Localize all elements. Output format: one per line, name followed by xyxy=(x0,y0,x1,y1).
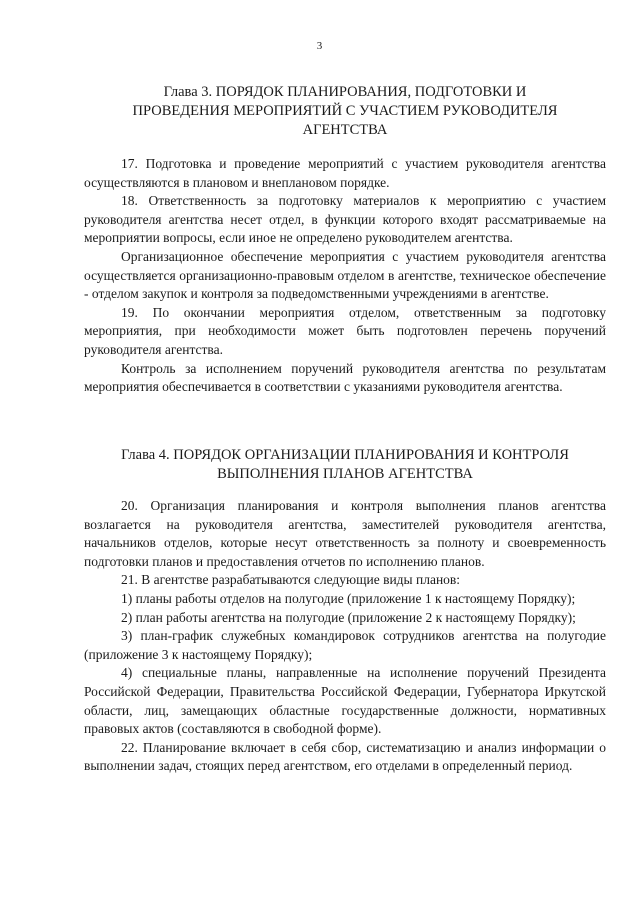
chapter-3-title-line: Глава 3. ПОРЯДОК ПЛАНИРОВАНИЯ, ПОДГОТОВКИ И xyxy=(163,84,527,100)
chapter-3-title-line: АГЕНТСТВА xyxy=(302,122,388,138)
chapter-4-body xyxy=(84,497,606,776)
chapter-4-title-line: ВЫПОЛНЕНИЯ ПЛАНОВ АГЕНТСТВА xyxy=(217,466,473,482)
paragraph-22: 22. Планирование включает в себя сбор, систематизацию и анализ информации о выполнении задач, стоящих перед агентством, его отделами в определенный период. xyxy=(84,739,606,774)
paragraph-organizational-support: Организационное обеспечение мероприятия с участием руководителя агентства осуществляется организационно-правовым отделом в агентстве, техническое обеспечение - отделом закупок и контроля за подведомственными учреждениями в агентстве. xyxy=(84,248,606,302)
list-item-4: 4) специальные планы, направленные на исполнение поручений Президента Российской Федерации, Правительства Российской Федерации, Губернатора Иркутской области, лиц, замещающих областные государственные должности, нормативных правовых актов (составляются в свободной форме). xyxy=(84,665,606,737)
chapter-3-heading xyxy=(80,83,610,140)
paragraph-20: 20. Организация планирования и контроля выполнения планов агентства возлагается на руководителя агентства, заместителей руководителя агентства, начальников отделов, которые несут ответственность за полноту и своевременность подготовки планов и предоставления отчетов по исполнению планов. xyxy=(84,498,606,569)
chapter-4-title-line: Глава 4. ПОРЯДОК ОРГАНИЗАЦИИ ПЛАНИРОВАНИЯ И КОНТРОЛЯ xyxy=(121,447,569,463)
page-number: 3 xyxy=(316,40,323,52)
paragraph-19: 19. По окончании мероприятия отделом, ответственным за подготовку мероприятия, при необходимости может быть подготовлен перечень поручений руководителя агентства. xyxy=(84,304,606,357)
list-item-1: 1) планы работы отделов на полугодие (приложение 1 к настоящему Порядку); xyxy=(121,590,576,606)
paragraph-21: 21. В агентстве разрабатываются следующие виды планов: xyxy=(121,572,461,588)
paragraph-17: 17. Подготовка и проведение мероприятий с участием руководителя агентства осуществляются в плановом и внеплановом порядке. xyxy=(84,156,606,190)
chapter-3-title-line: ПРОВЕДЕНИЯ МЕРОПРИЯТИЙ С УЧАСТИЕМ РУКОВОДИТЕЛЯ xyxy=(132,103,558,119)
list-item-3: 3) план-график служебных командировок сотрудников агентства на полугодие (приложение 3 к настоящему Порядку); xyxy=(84,628,606,662)
list-item-2: 2) план работы агентства на полугодие (приложение 2 к настоящему Порядку); xyxy=(121,609,576,625)
chapter-4-heading xyxy=(80,446,610,484)
chapter-3-body xyxy=(84,155,606,397)
paragraph-control: Контроль за исполнением поручений руководителя агентства по результатам мероприятия обеспечивается в соответствии с указаниями руководителя агентства. xyxy=(84,360,606,395)
paragraph-18: 18. Ответственность за подготовку материалов к мероприятию с участием руководителя агентства несет отдел, в функции которого входят рассматриваемые на мероприятии вопросы, если иное не определено руководителем агентства. xyxy=(84,193,606,246)
